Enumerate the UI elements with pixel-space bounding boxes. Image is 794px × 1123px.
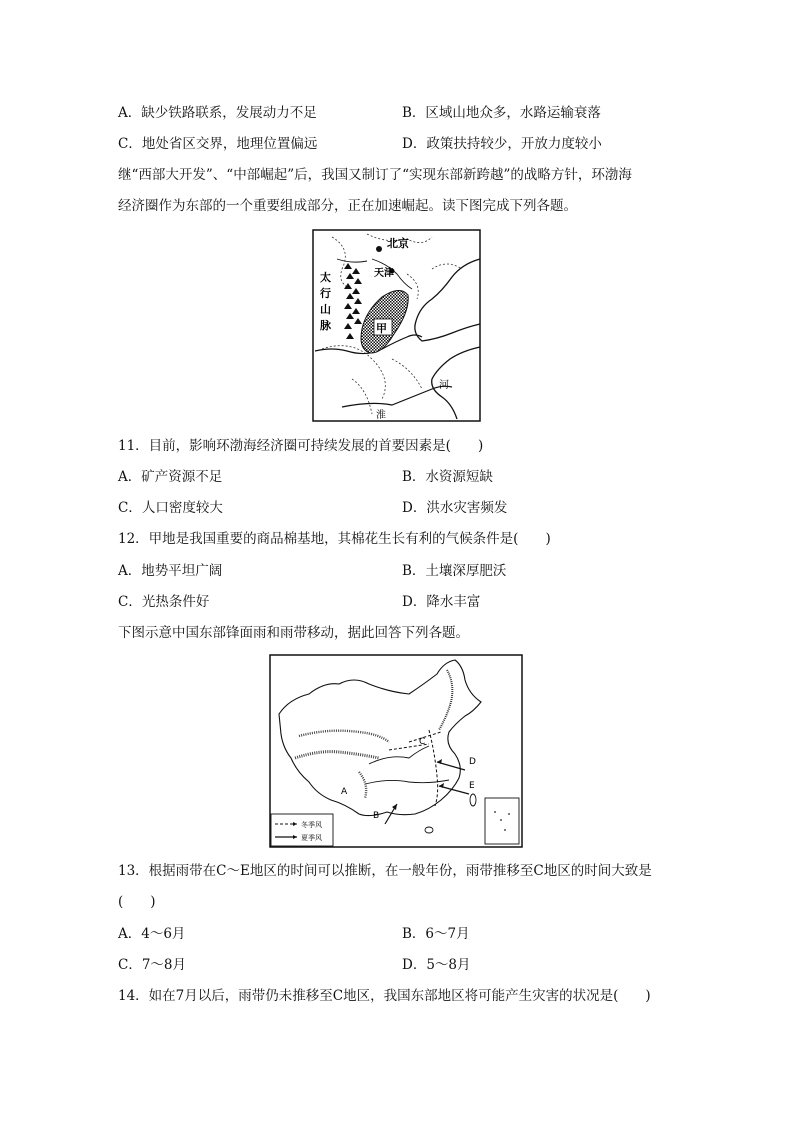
intro1-line1: 继“西部大开发”、“中部崛起”后，我国又制订了“实现东部新跨越”的战略方针，环渤海	[118, 167, 632, 183]
bohai-region-map	[312, 229, 481, 422]
q11-option-b: B．水资源短缺	[402, 469, 493, 485]
mountain-char-2: 行	[320, 287, 331, 300]
q13-stem-line2: ( )	[118, 894, 156, 910]
q11-stem: 11．目前，影响环渤海经济圈可持续发展的首要因素是( )	[118, 438, 484, 454]
label-e: E	[469, 781, 475, 791]
he-label: 河	[439, 380, 449, 391]
label-d: D	[469, 757, 476, 767]
label-a: A	[341, 787, 348, 797]
label-c: C	[419, 737, 426, 747]
intro1-line2: 经济圈作为东部的一个重要组成部分，正在加速崛起。读下图完成下列各题。	[118, 198, 577, 214]
legend-summer-monsoon: 夏季风	[301, 834, 322, 842]
q11-option-d: D．洪水灾害频发	[402, 500, 508, 516]
q13-option-c: C．7～8月	[118, 957, 187, 973]
q12-option-a: A．地势平坦广阔	[118, 563, 223, 579]
intro2: 下图示意中国东部锋面雨和雨带移动，据此回答下列各题。	[118, 625, 469, 641]
legend-winter-monsoon: 冬季风	[301, 821, 322, 829]
jia-label: 甲	[376, 322, 387, 335]
q12-stem: 12．甲地是我国重要的商品棉基地，其棉花生长有利的气候条件是( )	[118, 531, 551, 547]
mountain-char-3: 山	[320, 303, 331, 316]
q12-option-b: B．土壤深厚肥沃	[402, 563, 507, 579]
beijing-label: 北京	[387, 237, 409, 250]
label-b: B	[373, 811, 380, 821]
q10-option-a: A．缺少铁路联系，发展动力不足	[118, 105, 317, 121]
map-legend	[271, 814, 333, 846]
q11-option-a: A．矿产资源不足	[118, 469, 223, 485]
q12-option-d: D．降水丰富	[402, 594, 481, 610]
q13-option-d: D．5～8月	[402, 957, 471, 973]
q11-option-c: C．人口密度较大	[118, 500, 223, 516]
q13-option-b: B．6～7月	[402, 926, 470, 942]
q12-option-c: C．光热条件好	[118, 594, 210, 610]
mountain-char-4: 脉	[320, 319, 331, 332]
tianjin-label: 天津	[374, 268, 394, 279]
china-rainbelt-map	[269, 654, 523, 848]
q14-stem: 14．如在7月以后，雨带仍未推移至C地区，我国东部地区将可能产生灾害的状况是( )	[118, 988, 651, 1004]
q13-stem-line1: 13．根据雨带在C～E地区的时间可以推断，在一般年份，雨带推移至C地区的时间大致是	[118, 863, 652, 879]
q10-option-c: C．地处省区交界，地理位置偏远	[118, 136, 318, 152]
q10-option-b: B．区域山地众多，水路运输衰落	[402, 105, 601, 121]
q13-option-a: A．4～6月	[118, 926, 186, 942]
mountain-char-1: 太	[320, 271, 331, 284]
q10-option-d: D．政策扶持较少，开放力度较小	[402, 136, 602, 152]
huai-label: 淮	[376, 410, 386, 421]
